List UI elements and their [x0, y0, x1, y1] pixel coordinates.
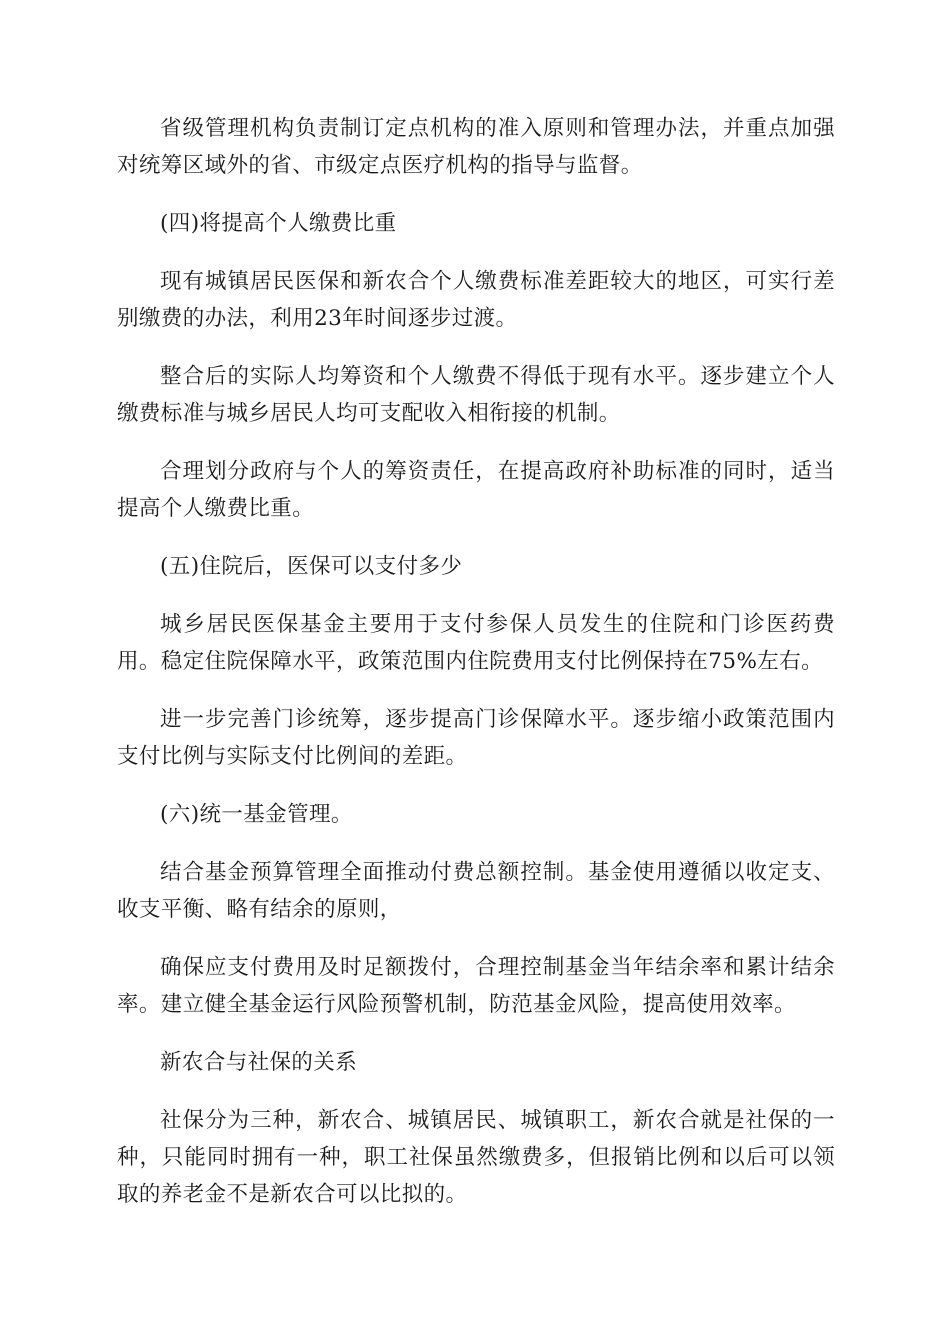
paragraph-payment-assurance: 确保应支付费用及时足额拨付，合理控制基金当年结余率和累计结余率。建立健全基金运行风险预警机制，防范基金风险，提高使用效率。	[117, 955, 835, 1017]
paragraph-social-insurance-types: 社保分为三种，新农合、城镇居民、城镇职工，新农合就是社保的一种，只能同时拥有一种，职工社保虽然缴费多，但报销比例和以后可以领取的养老金不是新农合可以比拟的。	[117, 1108, 835, 1207]
paragraph-differential-contribution: 现有城镇居民医保和新农合个人缴费标准差距较大的地区，可实行差别缴费的办法，利用23年时间逐步过渡。	[117, 269, 835, 331]
heading-section-6: (六)统一基金管理。	[160, 802, 353, 827]
paragraph-funding-level: 整合后的实际人均筹资和个人缴费不得低于现有水平。逐步建立个人缴费标准与城乡居民人均可支配收入相衔接的机制。	[117, 364, 835, 426]
paragraph-oversight: 省级管理机构负责制订定点机构的准入原则和管理办法，并重点加强对统筹区域外的省、市级定点医疗机构的指导与监督。	[117, 116, 835, 178]
paragraph-budget-control: 结合基金预算管理全面推动付费总额控制。基金使用遵循以收定支、收支平衡、略有结余的原则，	[117, 860, 835, 922]
document-body	[117, 110, 835, 1234]
heading-section-5: (五)住院后，医保可以支付多少	[160, 554, 463, 579]
paragraph-outpatient: 进一步完善门诊统筹，逐步提高门诊保障水平。逐步缩小政策范围内支付比例与实际支付比例间的差距。	[117, 707, 835, 769]
heading-section-4: (四)将提高个人缴费比重	[160, 211, 397, 236]
paragraph-responsibility: 合理划分政府与个人的筹资责任，在提高政府补助标准的同时，适当提高个人缴费比重。	[117, 459, 835, 521]
heading-relationship: 新农合与社保的关系	[160, 1050, 358, 1075]
paragraph-fund-usage: 城乡居民医保基金主要用于支付参保人员发生的住院和门诊医药费用。稳定住院保障水平，政策范围内住院费用支付比例保持在75%左右。	[117, 612, 835, 674]
